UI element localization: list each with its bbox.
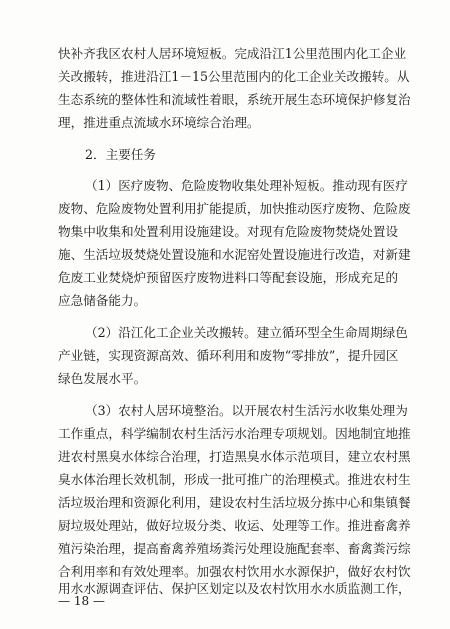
item-3-line-9: 用水水源调查评估、保护区划定以及农村饮用水水质监测工作， [58,581,411,596]
item-3-line-6: 厨垃圾处理站，做好垃圾分类、收运、处理等工作。推进畜禽养 [58,518,411,533]
item-3-line-4: 臭水体治理长效机制，形成一批可推广的治理模式。推进农村生 [58,472,411,487]
item-3-line-7: 殖污染治理，提高畜禽养殖场粪污处理设施配套率、畜禽粪污综 [58,541,411,556]
item-3-line-8: 合利用率和有效处理率。加强农村饮用水水源保护，做好农村饮 [58,564,411,579]
item-3-line-3: 进农村黑臭水体综合治理，打造黑臭水体示范项目，建立农村黑 [58,449,411,464]
item-3-line-5: 活垃圾治理和资源化利用，建设农村生活垃圾分拣中心和集镇餐 [58,495,411,510]
body-line-4: 理，推进重点流域水环境综合治理。 [58,115,260,130]
item-1-line-4: 施、生活垃圾焚烧处置设施和水泥窑处置设施进行改造，对新建 [58,247,411,262]
page-number: — 18 — [58,594,105,608]
item-3-line-1: （3）农村人居环境整治。以开展农村生活污水收集处理为 [85,403,408,418]
item-2-line-1: （2）沿江化工企业关改搬转。建立循环型全生命周期绿色 [85,325,408,340]
item-1-line-3: 物集中收集和处置利用设施建设。对现有危险废物焚烧处置设 [58,224,399,239]
item-3-line-2: 工作重点，科学编制农村生活污水治理专项规划。因地制宜地推 [58,426,411,441]
body-line-3: 生态系统的整体性和流域性着眼，系统开展生态环境保护修复治 [58,92,411,107]
item-2-line-3: 绿色发展水平。 [58,371,147,386]
section-heading: 2．主要任务 [85,147,156,162]
item-1-line-1: （1）医疗废物、危险废物收集处理补短板。推动现有医疗 [85,178,408,193]
body-line-2: 关改搬转，推进沿江1－15公里范围内的化工企业关改搬转。从 [58,69,410,84]
item-1-line-2: 废物、危险废物处置利用扩能提质，加快推动医疗废物、危险废 [58,201,411,216]
item-1-line-6: 应急储备能力。 [58,293,147,308]
body-line-1: 快补齐我区农村人居环境短板。完成沿江1公里范围内化工企业 [58,46,407,61]
item-2-line-2: 产业链，实现资源高效、循环利用和废物“零排放”，提升园区 [58,348,399,363]
item-1-line-5: 危废工业焚烧炉预留医疗废物进料口等配套设施，形成充足的 [58,270,399,285]
